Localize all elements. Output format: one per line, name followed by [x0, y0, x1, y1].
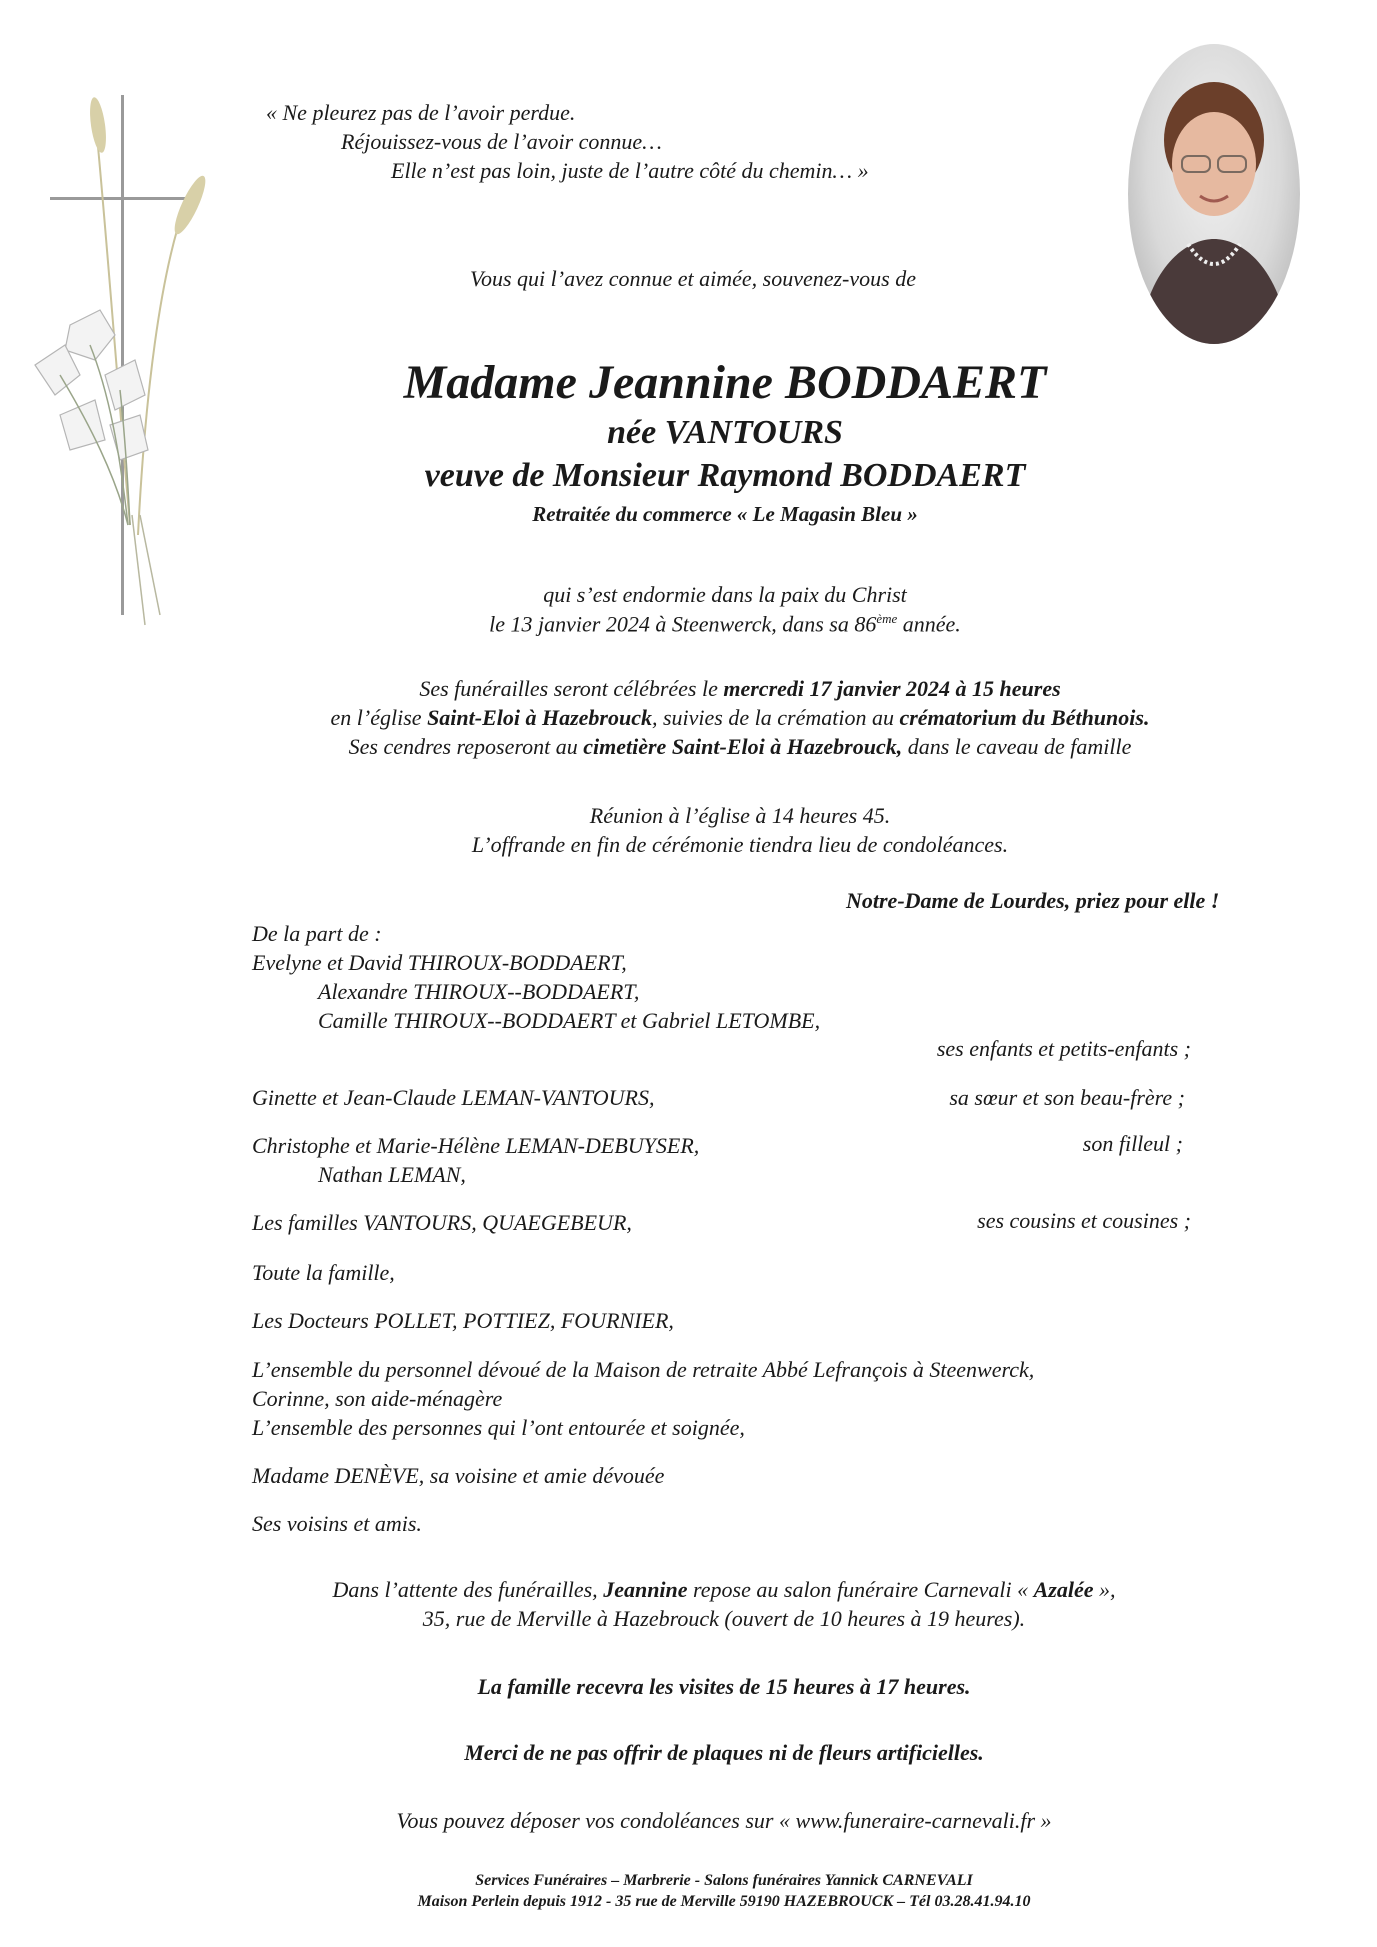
staff-line-2: Corinne, son aide-ménagère: [252, 1386, 503, 1411]
sister-relation: sa sœur et son beau-frère ;: [949, 1085, 1185, 1110]
death-line-2: le 13 janvier 2024 à Steenwerck, dans sa 86ème année.: [489, 611, 961, 637]
children-relation: ses enfants et petits-enfants ;: [936, 1036, 1191, 1061]
children-line-1: Evelyne et David THIROUX-BODDAERT,: [252, 950, 627, 975]
from-label: De la part de :: [252, 921, 382, 946]
salon-line-2: 35, rue de Merville à Hazebrouck (ouvert de 10 heures à 19 heures).: [422, 1606, 1026, 1631]
no-flowers-text: Merci de ne pas offrir de plaques ni de fleurs artificielles.: [464, 1740, 984, 1765]
godson-line-2: Nathan LEMAN,: [318, 1162, 466, 1187]
visits-text: La famille recevra les visites de 15 heures à 17 heures.: [477, 1674, 971, 1699]
staff-line-1: L’ensemble du personnel dévoué de la Maison de retraite Abbé Lefrançois à Steenwerck,: [252, 1357, 1035, 1382]
sister-line: Ginette et Jean-Claude LEMAN-VANTOURS,: [252, 1085, 655, 1110]
funeral-line-2: en l’église Saint-Eloi à Hazebrouck, suivies de la crémation au crématorium du Béthunois.: [330, 705, 1150, 730]
cousins-relation: ses cousins et cousines ;: [977, 1208, 1191, 1233]
neighbors-line: Ses voisins et amis.: [252, 1511, 422, 1536]
children-line-3: Camille THIROUX--BODDAERT et Gabriel LETOMBE,: [318, 1008, 821, 1033]
children-line-2: Alexandre THIROUX--BODDAERT,: [318, 979, 640, 1004]
quote-line-2: Réjouissez-vous de l’avoir connue…: [341, 129, 662, 154]
all-family-line: Toute la famille,: [252, 1260, 395, 1285]
portrait-figure: [1128, 44, 1300, 344]
doctors-line: Les Docteurs POLLET, POTTIEZ, FOURNIER,: [252, 1308, 674, 1333]
death-line-1: qui s’est endormie dans la paix du Christ: [543, 582, 907, 607]
neighbor-line: Madame DENÈVE, sa voisine et amie dévouée: [252, 1463, 665, 1488]
condolences-text: Vous pouvez déposer vos condoléances sur « www.funeraire-carnevali.fr »: [396, 1808, 1052, 1833]
intro-text: Vous qui l’avez connue et aimée, souvenez-vous de: [470, 266, 916, 291]
portrait-photo: [1128, 44, 1300, 344]
footer-line-2: Maison Perlein depuis 1912 - 35 rue de Merville 59190 HAZEBROUCK – Tél 03.28.41.94.10: [417, 1893, 1031, 1910]
footer-line-1: Services Funéraires – Marbrerie - Salons funéraires Yannick CARNEVALI: [475, 1872, 973, 1889]
reunion-line-2: L’offrande en fin de cérémonie tiendra lieu de condoléances.: [471, 832, 1009, 857]
staff-line-3: L’ensemble des personnes qui l’ont entourée et soignée,: [252, 1415, 745, 1440]
profession: Retraitée du commerce « Le Magasin Bleu »: [532, 502, 918, 526]
maiden-name: née VANTOURS: [607, 414, 843, 451]
reunion-line-1: Réunion à l’église à 14 heures 45.: [589, 803, 891, 828]
godson-line-1: Christophe et Marie-Hélène LEMAN-DEBUYSER,: [252, 1133, 700, 1158]
quote-line-1: « Ne pleurez pas de l’avoir perdue.: [266, 100, 576, 125]
cousins-line: Les familles VANTOURS, QUAEGEBEUR,: [252, 1210, 632, 1235]
godson-relation: son filleul ;: [1082, 1131, 1183, 1156]
quote-line-3: Elle n’est pas loin, juste de l’autre côté du chemin… »: [391, 158, 869, 183]
prayer-text: Notre-Dame de Lourdes, priez pour elle !: [846, 888, 1220, 913]
funeral-line-1: Ses funérailles seront célébrées le mercredi 17 janvier 2024 à 15 heures: [419, 676, 1061, 701]
cross-horizontal-bar: [50, 197, 200, 200]
widow-of: veuve de Monsieur Raymond BODDAERT: [424, 457, 1026, 494]
deceased-name: Madame Jeannine BODDAERT: [403, 356, 1047, 409]
funeral-line-3: Ses cendres reposeront au cimetière Saint-Eloi à Hazebrouck, dans le caveau de famille: [348, 734, 1132, 759]
salon-line-1: Dans l’attente des funérailles, Jeannine repose au salon funéraire Carnevali « Azalée »,: [332, 1577, 1116, 1602]
